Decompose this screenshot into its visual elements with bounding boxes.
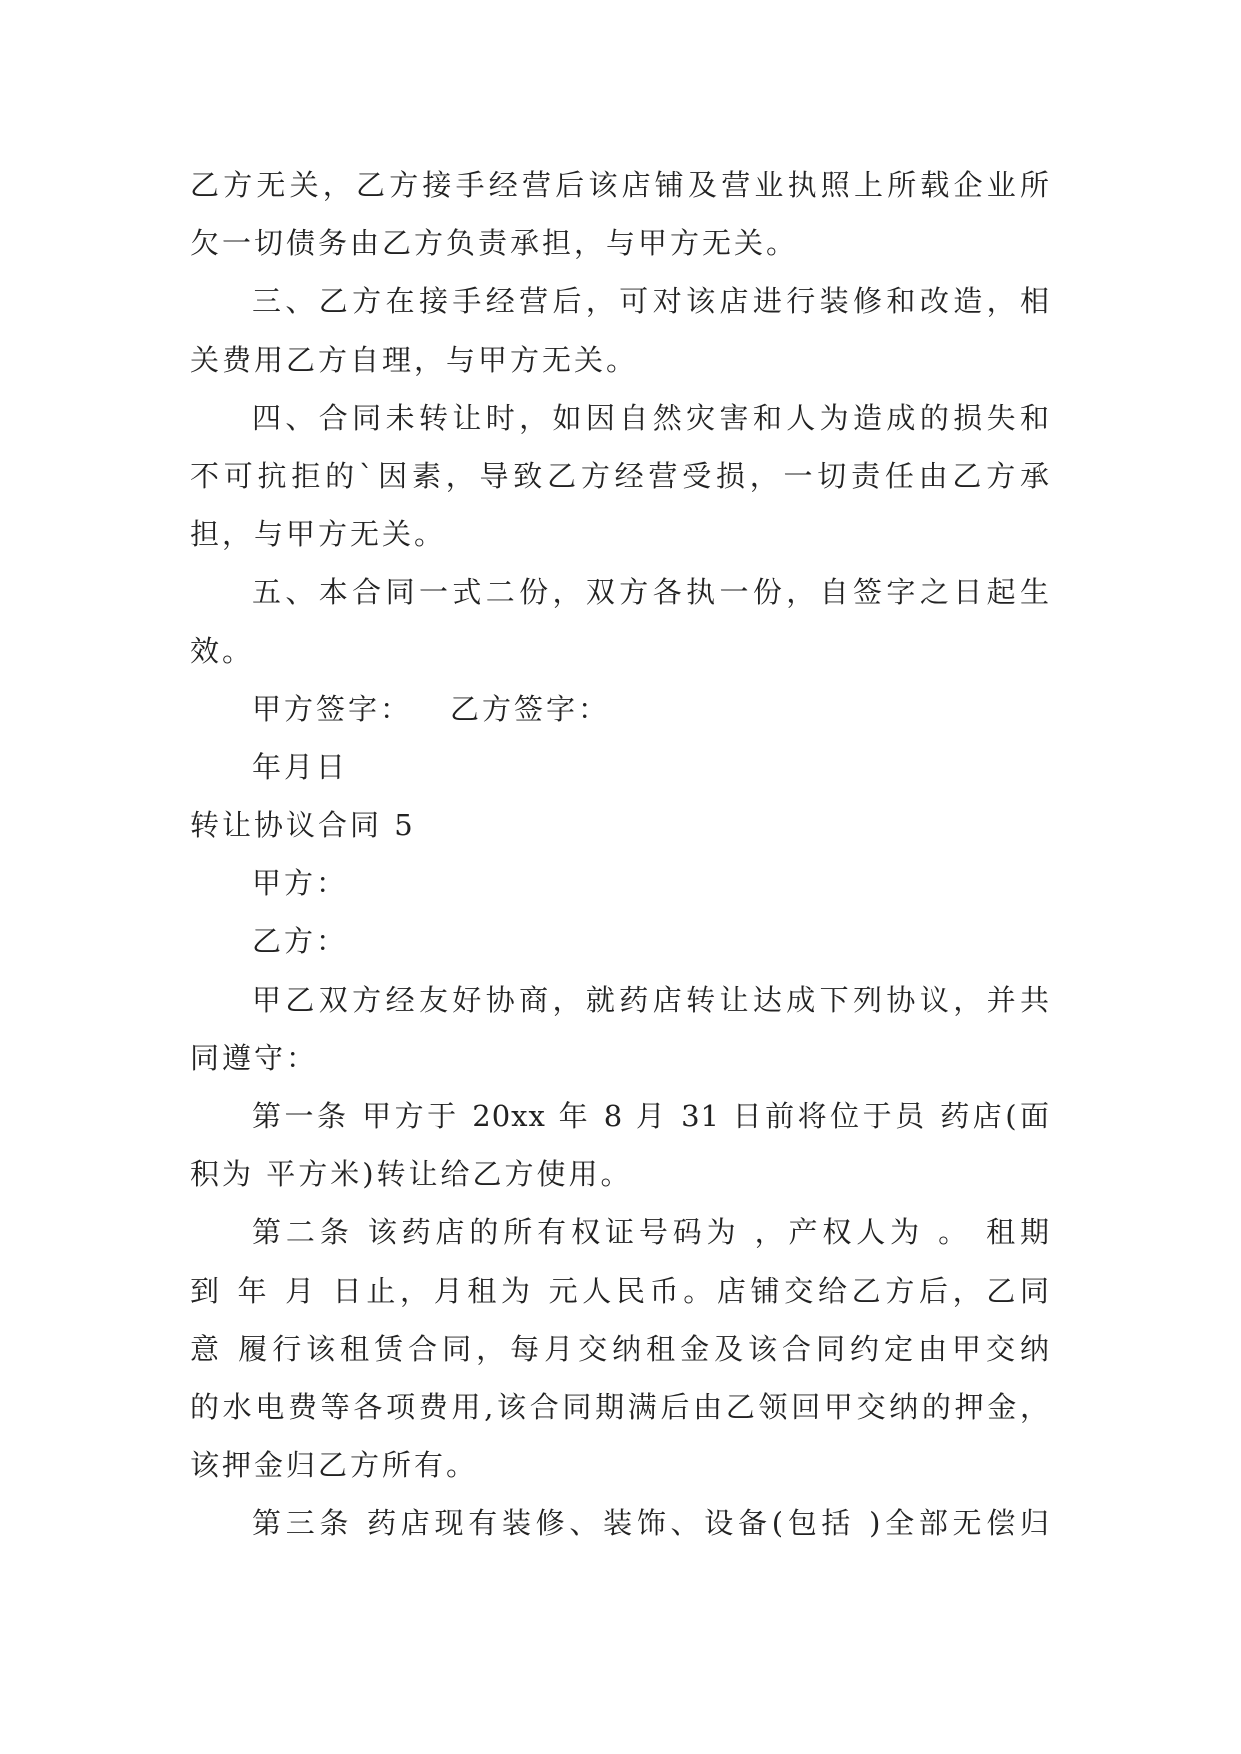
paragraph-continuation (190, 156, 1050, 272)
section-title: 转让协议合同 5 (190, 808, 416, 843)
signature-line (190, 680, 1050, 738)
paragraph-article-1 (190, 1087, 1050, 1203)
text-line: 到 年 月 日止，月租为 元人民币。店铺交给乙方后，乙同 (190, 1273, 1050, 1308)
paragraph-clause-3 (190, 272, 1050, 388)
text-line: 关费用乙方自理，与甲方无关。 (190, 342, 639, 377)
party-b-label: 乙方： (252, 924, 349, 959)
text-line: 甲乙双方经友好协商，就药店转让达成下列协议，并共 (252, 982, 1050, 1017)
text-line: 欠一切债务由乙方负责承担，与甲方无关。 (190, 226, 799, 261)
text-line: 的水电费等各项费用,该合同期满后由乙领回甲交纳的押金， (190, 1389, 1050, 1424)
text-line: 第一条 甲方于 20xx 年 8 月 31 日前将位于员 药店(面 (252, 1099, 1050, 1133)
text-line: 第三条 药店现有装修、装饰、设备(包括 )全部无偿归 (252, 1506, 1050, 1541)
party-a-label: 甲方： (252, 866, 349, 901)
text-line: 积为 平方米)转让给乙方使用。 (190, 1157, 633, 1192)
text-line: 四、合同未转让时，如因自然灾害和人为造成的损失和 (252, 400, 1050, 435)
text-line: 意 履行该租赁合同，每月交纳租金及该合同约定由甲交纳 (190, 1331, 1050, 1366)
document-body (190, 156, 1050, 1553)
paragraph-article-3 (190, 1494, 1050, 1552)
party-b-signature-label: 乙方签字： (450, 691, 611, 726)
text-line: 三、乙方在接手经营后，可对该店进行装修和改造，相 (252, 284, 1050, 319)
text-line: 效。 (190, 633, 255, 668)
text-line: 不可抗拒的`因素，导致乙方经营受损，一切责任由乙方承 (190, 458, 1050, 493)
text-line: 该押金归乙方所有。 (190, 1448, 479, 1483)
paragraph-clause-5 (190, 563, 1050, 679)
paragraph-preamble (190, 971, 1050, 1087)
text-line: 五、本合同一式二份，双方各执一份，自签字之日起生 (252, 575, 1050, 610)
paragraph-clause-4 (190, 389, 1050, 564)
text-line: 担，与甲方无关。 (190, 517, 447, 552)
party-a-signature-label: 甲方签字： (252, 691, 413, 726)
text-line: 乙方无关，乙方接手经营后该店铺及营业执照上所载企业所 (190, 168, 1050, 202)
paragraph-article-2 (190, 1203, 1050, 1494)
text-line: 同遵守： (190, 1040, 319, 1075)
text-line: 第二条 该药店的所有权证号码为 ，产权人为 。 租期 (252, 1215, 1050, 1250)
signature-date: 年月日 (252, 749, 349, 784)
